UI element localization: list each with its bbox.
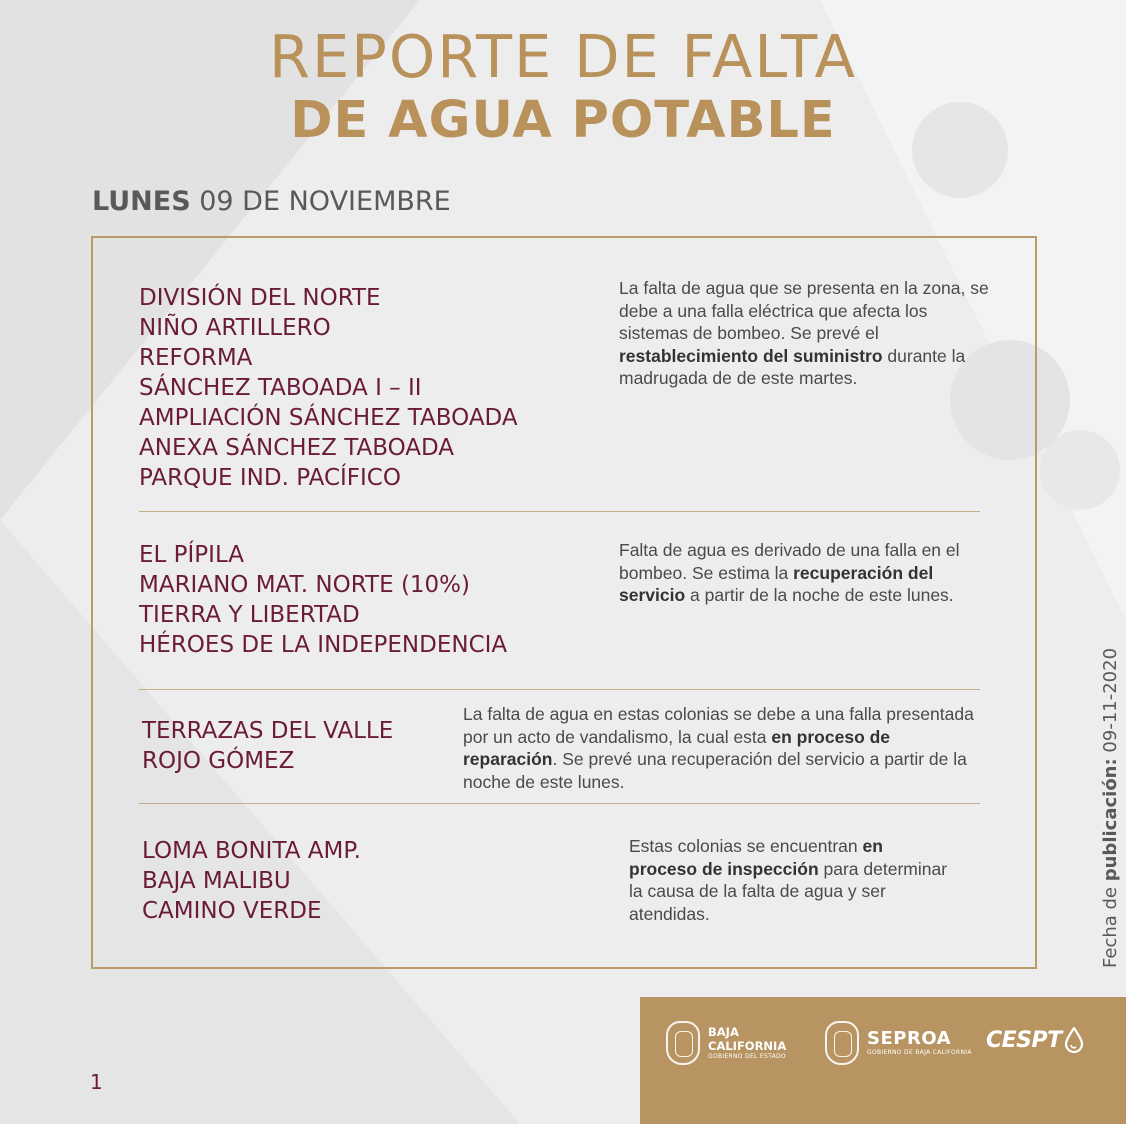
group-divider bbox=[139, 689, 980, 690]
desc-text: durante la madrugada de de este martes. bbox=[619, 345, 966, 388]
group-1-description bbox=[619, 277, 989, 390]
logo2-name: SEPROA bbox=[867, 1028, 952, 1049]
colonia-item: TIERRA Y LIBERTAD bbox=[139, 602, 360, 628]
desc-text: . Se prevé una recuperación del servicio a partir de la noche de este lunes. bbox=[463, 749, 967, 792]
desc-text: Estas colonias se encuentran bbox=[629, 836, 863, 856]
publication-prefix: Fecha de bbox=[1100, 881, 1121, 968]
group-3-description bbox=[463, 703, 983, 793]
desc-text: Falta de agua es derivado de una falla en el bombeo. Se estima la bbox=[619, 540, 960, 583]
colonia-item: MARIANO MAT. NORTE (10%) bbox=[139, 572, 471, 598]
logo1-line2: CALIFORNIA bbox=[708, 1039, 787, 1053]
water-drop-icon bbox=[1064, 1027, 1084, 1053]
desc-text: La falta de agua que se presenta en la zona, se debe a una falla eléctrica que afecta los sistemas de bombeo. Se prevé el bbox=[619, 278, 989, 343]
seproa-logo bbox=[825, 1021, 972, 1065]
logo1-tagline: GOBIERNO DEL ESTADO bbox=[708, 1053, 786, 1060]
desc-text: para determinar la causa de la falta de agua y ser atendidas. bbox=[629, 858, 948, 924]
desc-highlight: en proceso de reparación bbox=[463, 726, 891, 769]
colonia-item: LOMA BONITA AMP. bbox=[142, 838, 361, 864]
colonias-list-3 bbox=[142, 716, 393, 776]
group-divider bbox=[139, 511, 980, 512]
colonia-item: REFORMA bbox=[139, 345, 253, 371]
group-4-description bbox=[629, 835, 949, 925]
colonias-list-2 bbox=[139, 540, 507, 660]
desc-highlight: restablecimiento del suministro bbox=[619, 345, 883, 366]
seproa-seal-icon bbox=[825, 1021, 859, 1065]
page-title-line2: DE AGUA POTABLE bbox=[290, 91, 836, 150]
report-day: LUNES bbox=[92, 186, 191, 217]
colonia-item: AMPLIACIÓN SÁNCHEZ TABOADA bbox=[139, 405, 518, 431]
colonia-item: PARQUE IND. PACÍFICO bbox=[139, 465, 401, 491]
logo1-line1: BAJA bbox=[708, 1025, 739, 1039]
colonias-list-4 bbox=[142, 836, 361, 926]
logo2-subtitle: GOBIERNO DE BAJA CALIFORNIA bbox=[867, 1049, 972, 1056]
baja-california-seal-icon bbox=[666, 1021, 700, 1065]
desc-highlight: en proceso de inspección bbox=[629, 836, 883, 879]
colonia-item: TERRAZAS DEL VALLE bbox=[142, 718, 394, 744]
publication-label: publicación: bbox=[1100, 758, 1121, 882]
colonia-item: NIÑO ARTILLERO bbox=[139, 315, 331, 341]
footer-logos-bar bbox=[640, 997, 1126, 1124]
publication-date bbox=[1096, 648, 1126, 968]
group-divider bbox=[139, 803, 980, 804]
page-number: 1 bbox=[90, 1070, 103, 1094]
colonia-item: ROJO GÓMEZ bbox=[142, 748, 295, 774]
report-date bbox=[92, 186, 451, 217]
page-title-line1: REPORTE DE FALTA bbox=[269, 22, 857, 91]
colonia-item: HÉROES DE LA INDEPENDENCIA bbox=[139, 632, 508, 658]
colonia-item: SÁNCHEZ TABOADA I – II bbox=[139, 375, 422, 401]
colonias-list-1 bbox=[139, 283, 518, 493]
cespt-logo bbox=[986, 1027, 1084, 1053]
colonia-item: CAMINO VERDE bbox=[142, 898, 322, 924]
colonia-item: ANEXA SÁNCHEZ TABOADA bbox=[139, 435, 455, 461]
colonia-item: BAJA MALIBU bbox=[142, 868, 291, 894]
baja-california-logo bbox=[666, 1021, 786, 1065]
report-date-text: 09 DE NOVIEMBRE bbox=[190, 186, 451, 217]
group-2-description bbox=[619, 539, 994, 607]
desc-text: La falta de agua en estas colonias se debe a una falla presentada por un acto de vandalismo, la cual esta bbox=[463, 704, 974, 747]
logo3-name: CESPT bbox=[986, 1027, 1062, 1053]
publication-value: 09-11-2020 bbox=[1100, 647, 1121, 759]
colonia-item: DIVISIÓN DEL NORTE bbox=[139, 285, 381, 311]
desc-text: a partir de la noche de este lunes. bbox=[685, 585, 954, 605]
colonia-item: EL PÍPILA bbox=[139, 542, 245, 568]
desc-highlight: recuperación del servicio bbox=[619, 562, 934, 605]
